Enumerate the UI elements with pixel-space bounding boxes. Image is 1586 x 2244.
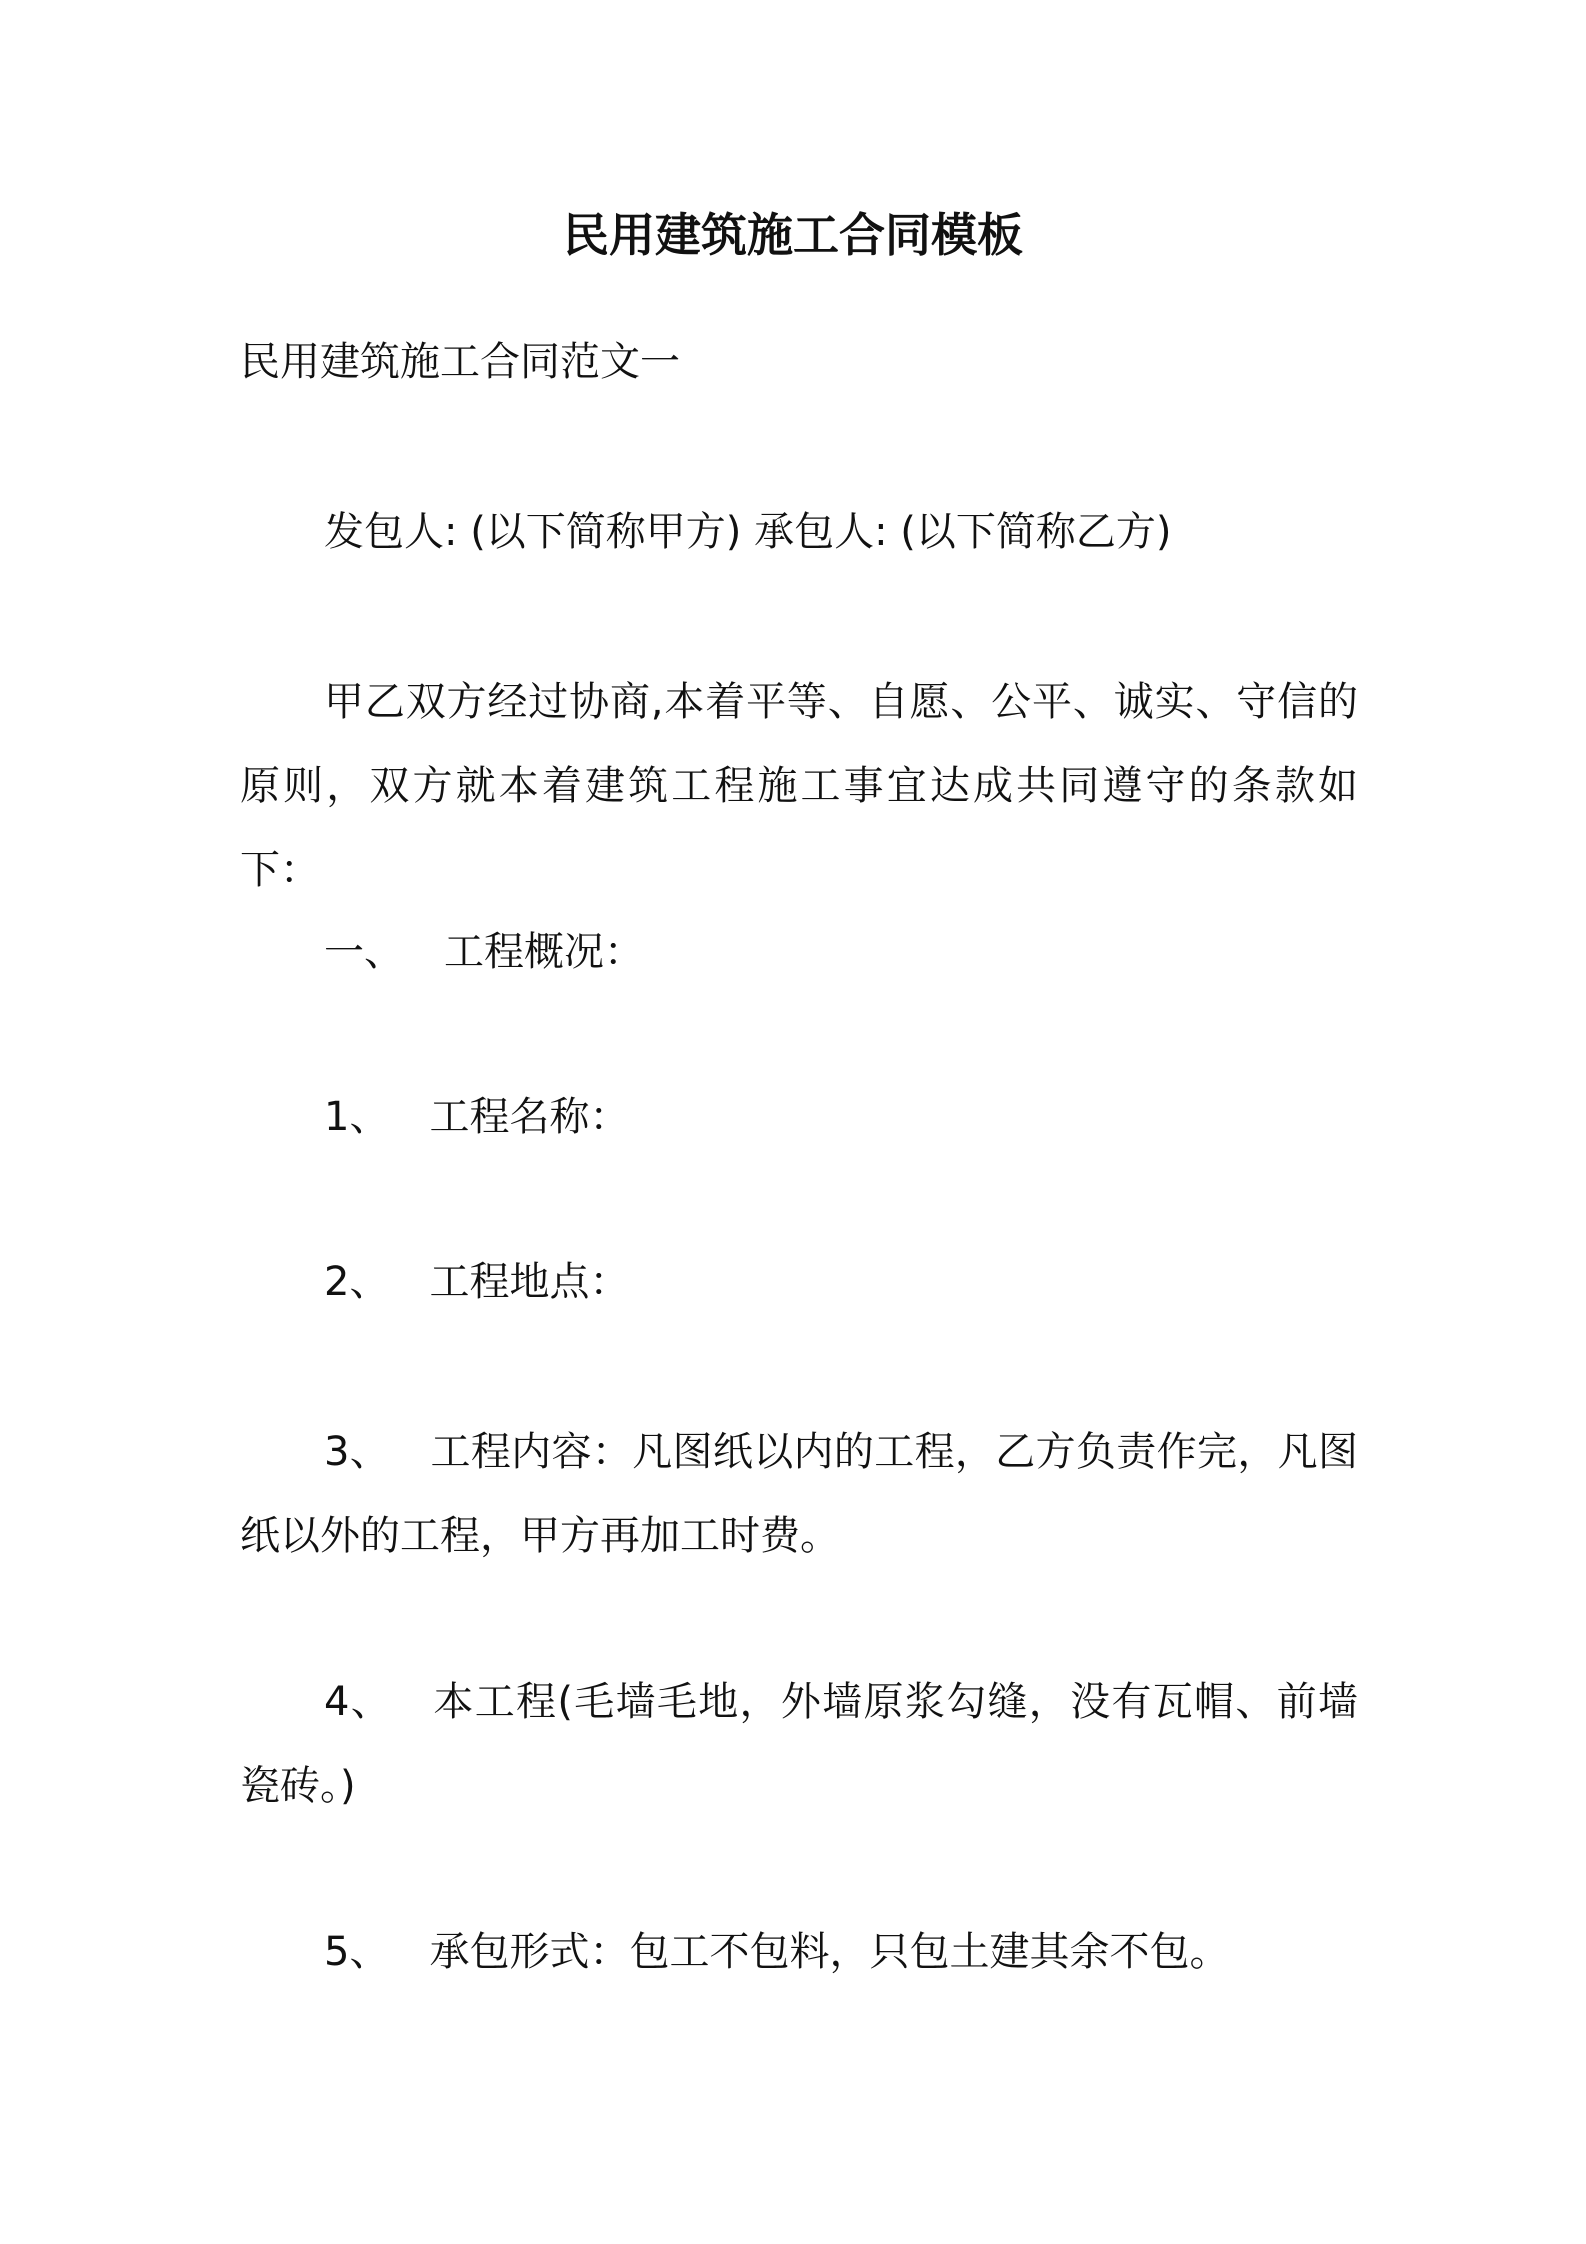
parties-line: 发包人: (以下简称甲方) 承包人: (以下简称乙方) <box>324 509 1172 555</box>
section-number: 一、 <box>324 929 404 975</box>
list-item <box>240 1075 1444 1159</box>
item-text: 本工程(毛墙毛地，外墙原浆勾缝，没有瓦帽、前墙瓷砖。) <box>240 1679 1359 1809</box>
intro-paragraph: 甲乙双方经过协商,本着平等、自愿、公平、诚实、守信的原则，双方就本着建筑工程施工事宜达成共同遵守的条款如下： <box>240 679 1358 893</box>
item-number: 4、 <box>324 1679 393 1725</box>
item-number: 3、 <box>324 1429 391 1475</box>
document-subtitle: 民用建筑施工合同范文一 <box>240 339 680 385</box>
list-item <box>240 1410 1358 1578</box>
section-one-heading <box>240 910 1444 994</box>
list-item <box>240 1660 1358 1828</box>
item-text: 承包形式：包工不包料，只包土建其余不包。 <box>429 1929 1230 1975</box>
item-number: 1、 <box>324 1094 390 1140</box>
document-title: 民用建筑施工合同模板 <box>563 208 1023 262</box>
item-number: 5、 <box>324 1929 390 1975</box>
list-item <box>240 1240 1444 1324</box>
item-text: 工程内容：凡图纸以内的工程，乙方负责作完，凡图纸以外的工程，甲方再加工时费。 <box>240 1429 1359 1559</box>
list-item <box>240 1910 1444 1994</box>
item-text: 工程地点： <box>429 1259 630 1305</box>
item-text: 工程名称： <box>429 1094 630 1140</box>
section-heading-text: 工程概况： <box>444 929 644 975</box>
item-number: 2、 <box>324 1259 390 1305</box>
